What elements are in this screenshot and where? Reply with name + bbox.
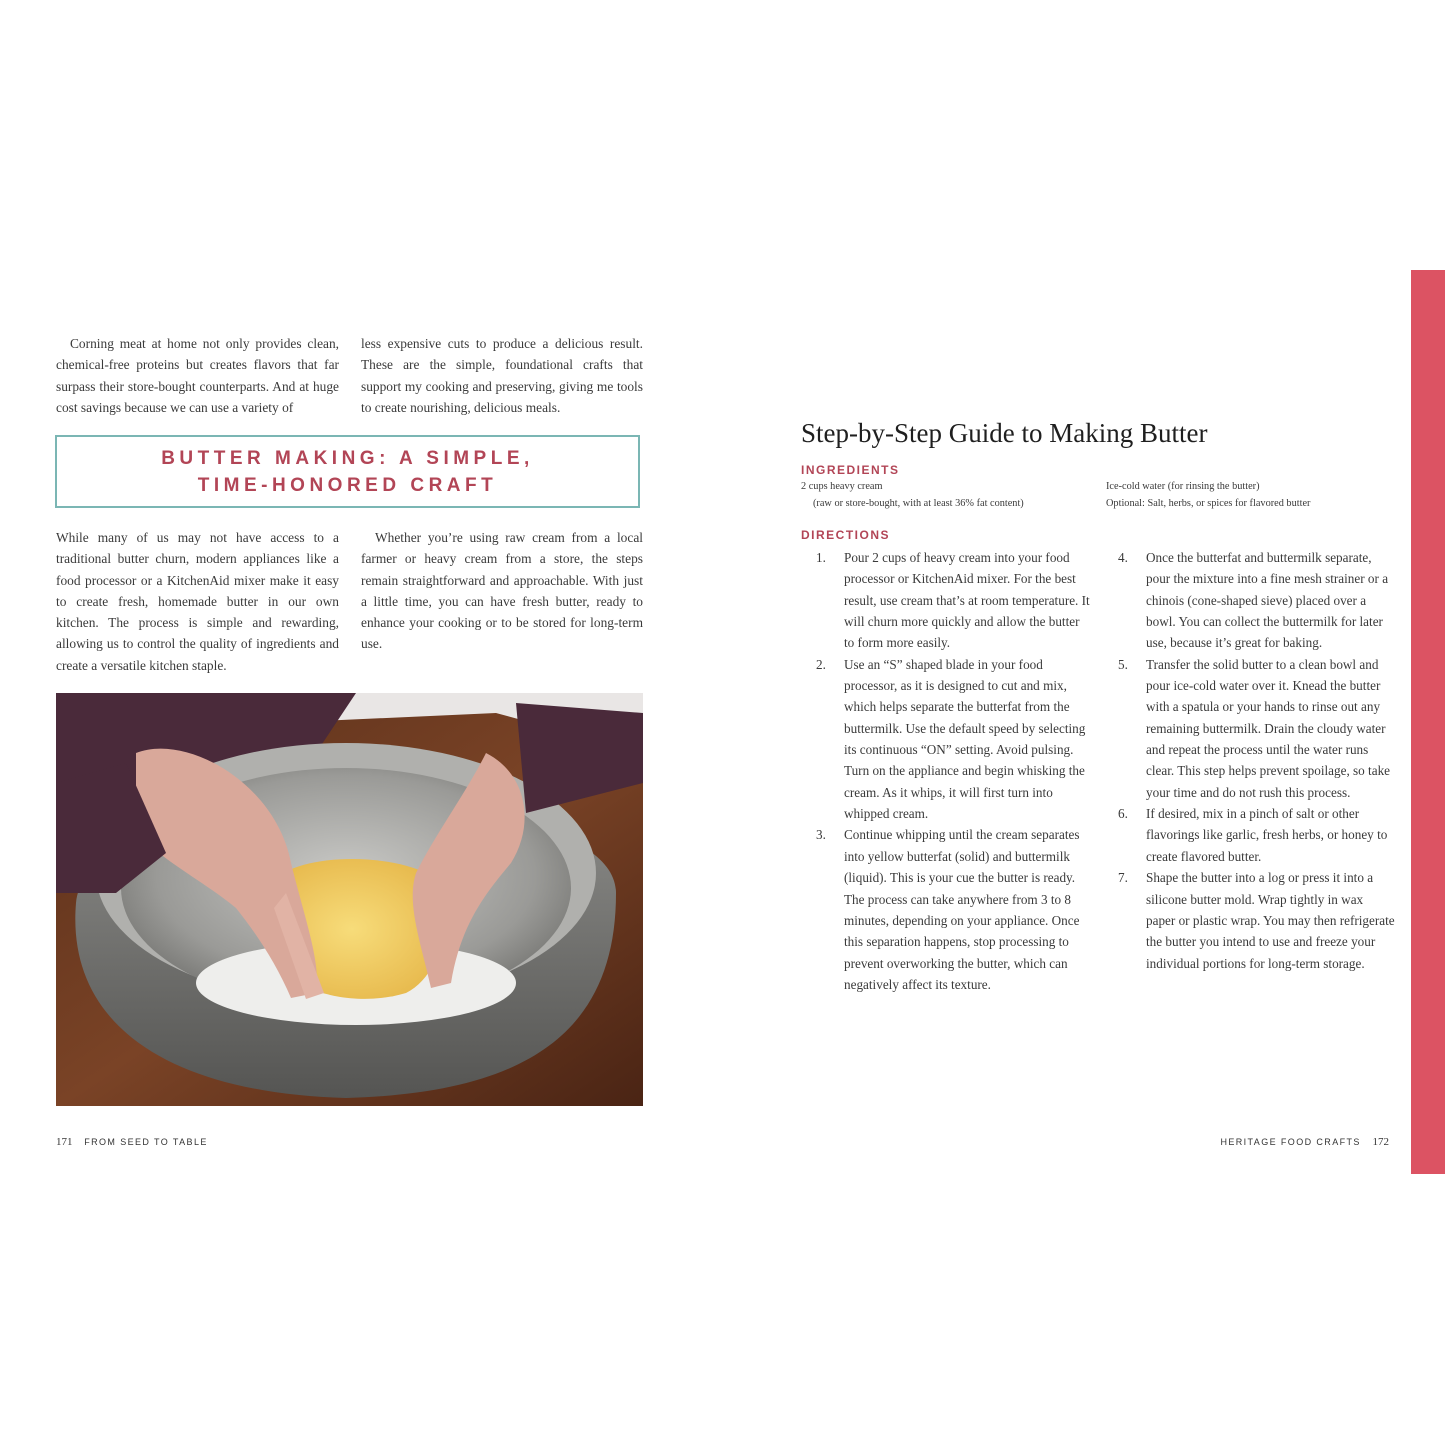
chapter-edge-tab	[1411, 270, 1445, 1174]
intro-column-1	[56, 333, 339, 418]
step-text: Transfer the solid butter to a clean bowl and pour ice-cold water over it. Knead the butter with a spatula or your hands to rinse out any remaining buttermilk. Drain the cloudy water and repeat the process until the water runs clear. This step helps prevent spoilage, so take your time and do not rush this process.	[1146, 656, 1391, 800]
ingredient-heavy-cream-note: (raw or store-bought, with at least 36% fat content)	[813, 497, 1024, 509]
right-page-number: 172	[1372, 1136, 1389, 1148]
body-column-1	[56, 527, 339, 676]
right-running-title: HERITAGE FOOD CRAFTS	[1220, 1137, 1361, 1147]
step-number: 2.	[816, 656, 826, 672]
section-heading-line-1: BUTTER MAKING: A SIMPLE,	[161, 447, 534, 469]
step-text: Use an “S” shaped blade in your food processor, as it is designed to cut and mix, which helps separate the butterfat from the buttermilk. Use the default speed by selecting its continuous “ON” setting. Avoid pulsing. Turn on the appliance and begin whisking the cream. As it whips, it will first turn into whipped cream.	[844, 656, 1086, 822]
directions-label: DIRECTIONS	[801, 528, 891, 542]
left-page-number: 171	[56, 1136, 73, 1148]
step-text: Continue whipping until the cream separates into yellow butterfat (solid) and buttermilk (liquid). This is your cue the butter is ready. The process can take anywhere from 3 to 8 minutes, depending on your appliance. Once this separation happens, stop processing to prevent overworking the butter, which can negatively affect its texture.	[844, 827, 1080, 992]
ingredient-optional-flavorings: Optional: Salt, herbs, or spices for flavored butter	[1106, 497, 1311, 509]
step-text: Once the butterfat and buttermilk separate, pour the mixture into a fine mesh strainer or a chinois (cone-shaped sieve) placed over a bowl. You can collect the buttermilk for later use, because it’s great for baking.	[1146, 550, 1389, 651]
ingredients-column-2	[1106, 479, 1310, 512]
intro-column-2	[361, 333, 643, 418]
direction-step	[1103, 867, 1395, 974]
direction-step	[801, 654, 1091, 825]
step-text: If desired, mix in a pinch of salt or other flavorings like garlic, fresh herbs, or honey to create flavored butter.	[1146, 806, 1388, 864]
body-paragraph-2: Whether you’re using raw cream from a local farmer or heavy cream from a store, the steps remain straightforward and approachable. With just a little time, you can have fresh butter, ready to enhance your cooking or to be stored for long-term use.	[361, 530, 643, 652]
right-folio	[1220, 1136, 1389, 1148]
ingredients-column-1	[801, 479, 1024, 512]
step-text: Pour 2 cups of heavy cream into your food processor or KitchenAid mixer. For the best result, use cream that’s at room temperature. It will churn more quickly and allow the butter to form more easily.	[844, 550, 1090, 651]
direction-step	[1103, 803, 1395, 867]
intro-paragraph-1: Corning meat at home not only provides clean, chemical-free proteins but creates flavors that far surpass their store-bought counterparts. And at huge cost savings because we can use a variety of	[56, 336, 339, 415]
step-number: 7.	[1118, 870, 1128, 886]
section-heading	[161, 445, 534, 499]
direction-step	[1103, 547, 1395, 654]
intro-paragraph-2: less expensive cuts to produce a delicious result. These are the simple, foundational crafts that support my cooking and preserving, giving me tools to create nourishing, delicious meals.	[361, 336, 643, 415]
section-callout-box	[55, 435, 640, 508]
step-number: 5.	[1118, 656, 1128, 672]
ingredient-ice-water: Ice-cold water (for rinsing the butter)	[1106, 481, 1260, 492]
step-number: 1.	[816, 550, 826, 565]
section-heading-line-2: TIME-HONORED CRAFT	[197, 474, 498, 496]
ingredients-label: INGREDIENTS	[801, 463, 900, 477]
step-number: 4.	[1118, 550, 1128, 565]
left-folio	[56, 1136, 208, 1148]
left-running-title: FROM SEED TO TABLE	[84, 1137, 208, 1147]
body-paragraph-1: While many of us may not have access to a traditional butter churn, modern appliances like a food processor or a KitchenAid mixer make it easy to create fresh, homemade butter in our own kitchen. The process is simple and rewarding, allowing us to control the quality of ingredients and create a versatile kitchen staple.	[56, 530, 339, 673]
body-column-2	[361, 527, 643, 655]
direction-step	[801, 824, 1091, 995]
direction-step	[1103, 654, 1395, 803]
butter-making-photo	[56, 693, 643, 1106]
direction-step	[801, 547, 1091, 654]
recipe-title: Step-by-Step Guide to Making Butter	[801, 418, 1208, 448]
directions-column-1	[801, 547, 1091, 995]
step-number: 6.	[1118, 806, 1128, 822]
step-text: Shape the butter into a log or press it into a silicone butter mold. Wrap tightly in wax paper or plastic wrap. You may then refrigerate the butter you intend to use and freeze your individual portions for long-term storage.	[1146, 870, 1395, 971]
directions-column-2	[1103, 547, 1395, 974]
ingredient-heavy-cream: 2 cups heavy cream	[801, 481, 883, 492]
step-number: 3.	[816, 827, 826, 843]
